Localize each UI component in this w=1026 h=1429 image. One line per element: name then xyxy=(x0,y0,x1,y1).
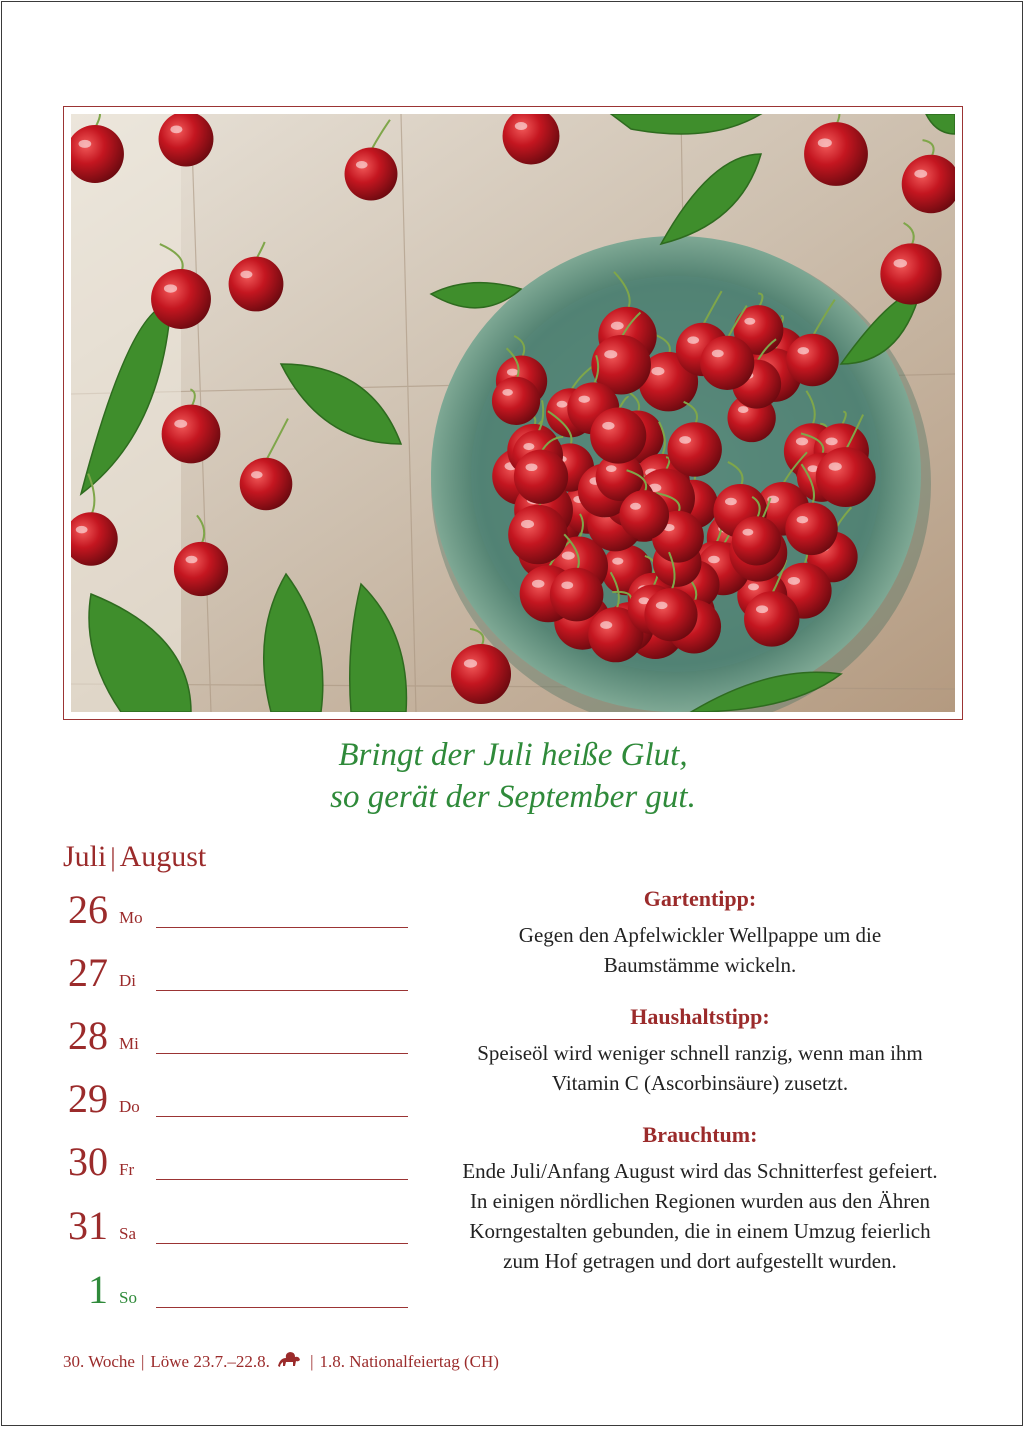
footer xyxy=(63,1350,499,1375)
day-row[interactable] xyxy=(63,880,408,930)
day-abbr: Fr xyxy=(119,1160,135,1179)
day-row[interactable] xyxy=(63,1132,408,1182)
month-separator: | xyxy=(110,843,116,872)
day-number: 26 xyxy=(68,887,108,932)
day-note-line[interactable] xyxy=(156,990,408,991)
day-row[interactable] xyxy=(63,1196,408,1246)
tip-text: Speiseöl wird weniger schnell ranzig, wenn man ihm Vitamin C (Ascorbinsäure) zusetzt. xyxy=(477,1041,923,1095)
day-number: 28 xyxy=(68,1013,108,1058)
day-abbr: Do xyxy=(119,1097,140,1116)
day-note-line[interactable] xyxy=(156,1243,408,1244)
day-note-line[interactable] xyxy=(156,1307,408,1308)
day-row[interactable] xyxy=(63,943,408,993)
day-number: 31 xyxy=(68,1203,108,1248)
footer-separator: | xyxy=(140,1352,145,1371)
day-abbr: So xyxy=(119,1288,137,1307)
day-abbr: Mi xyxy=(119,1034,139,1053)
day-number: 30 xyxy=(68,1139,108,1184)
month-1: Juli xyxy=(63,840,107,873)
tip-title: Gartentipp: xyxy=(643,886,757,911)
proverb xyxy=(0,734,1026,818)
tip-title: Brauchtum: xyxy=(642,1122,758,1147)
tip-text: Ende Juli/Anfang August wird das Schnitterfest gefeiert. In einigen nördlichen Regionen wurden aus den Ähren Korngestalten gebunden, die in einem Umzug feierlich zum Hof getragen und dort aufgestellt wurden. xyxy=(462,1159,938,1273)
day-note-line[interactable] xyxy=(156,927,408,928)
day-abbr: Mo xyxy=(119,908,143,927)
day-row[interactable] xyxy=(63,1006,408,1056)
week-number: 30. Woche xyxy=(63,1352,135,1371)
day-abbr: Di xyxy=(119,971,136,990)
day-abbr: Sa xyxy=(119,1224,136,1243)
day-row[interactable] xyxy=(63,1069,408,1119)
day-number: 27 xyxy=(68,950,108,995)
month-2: August xyxy=(119,840,207,873)
day-note-line[interactable] xyxy=(156,1053,408,1054)
month-header xyxy=(63,840,206,874)
lion-icon xyxy=(276,1350,302,1375)
day-row-sunday[interactable] xyxy=(63,1260,408,1310)
tip-title: Haushaltstipp: xyxy=(630,1004,770,1029)
day-number: 1 xyxy=(88,1267,108,1312)
zodiac-range: Löwe 23.7.–22.8. xyxy=(150,1352,270,1371)
cherries-photo xyxy=(71,114,955,712)
proverb-line-1: Bringt der Juli heiße Glut, xyxy=(338,737,688,773)
tips-section xyxy=(440,884,960,1298)
day-number: 29 xyxy=(68,1076,108,1121)
day-note-line[interactable] xyxy=(156,1179,408,1180)
holiday: 1.8. Nationalfeiertag (CH) xyxy=(319,1352,499,1371)
proverb-line-2: so gerät der September gut. xyxy=(330,779,696,815)
tip-text: Gegen den Apfelwickler Wellpappe um die Baumstämme wickeln. xyxy=(518,923,882,977)
day-note-line[interactable] xyxy=(156,1116,408,1117)
footer-separator: | xyxy=(310,1352,314,1371)
